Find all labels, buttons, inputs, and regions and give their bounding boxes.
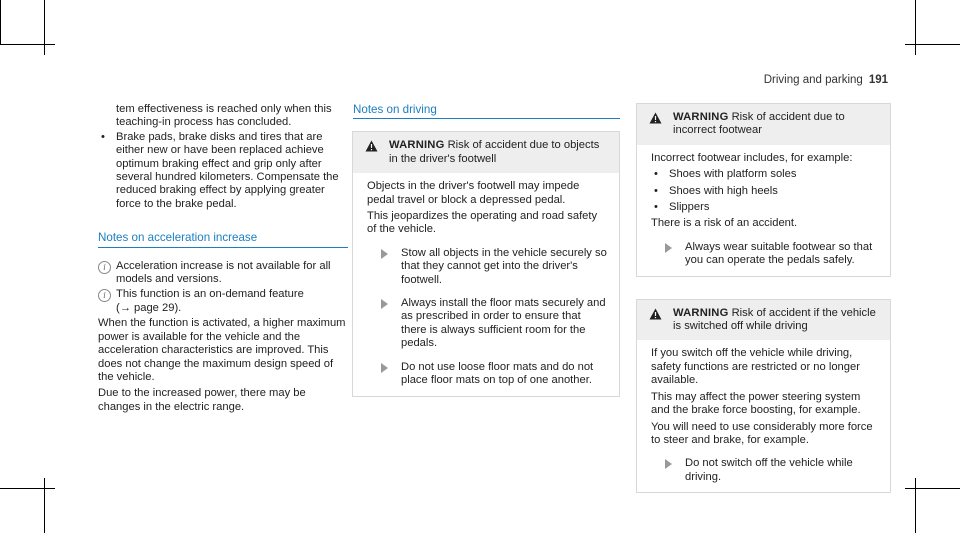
step-item [651,457,880,484]
crop-mark [44,478,45,533]
warning-label: WARNING [389,139,445,152]
info-icon: i [98,289,111,302]
warning-text: If you switch off the vehicle while driving, safety functions are restricted or no longer available. [651,347,860,387]
page-number: 191 [868,74,888,86]
section-title-acceleration: Notes on acceleration increase [98,231,348,247]
crop-mark [44,0,45,55]
warning-body [637,340,890,492]
step-arrow-icon [381,299,388,309]
step-arrow-icon [665,459,672,469]
warning-label: WARNING [673,306,729,319]
warning-triangle-icon [365,140,378,156]
bullet-item: • Slippers [651,201,880,214]
warning-box [636,103,891,277]
info-note-text: This function is an on-demand feature [116,288,304,301]
column-left [98,103,348,414]
warning-label: WARNING [673,111,729,123]
warning-body [637,145,890,276]
warning-box [636,299,891,493]
page-reference-link[interactable]: (→ page 29). [116,301,182,314]
warning-triangle-icon [649,308,662,324]
info-note [98,288,348,315]
warning-body [353,173,619,395]
warning-text: Incorrect footwear includes, for example: [651,151,853,164]
crop-mark [905,488,960,489]
crop-mark [0,0,1,45]
step-arrow-icon [381,249,388,259]
section-title-driving: Notes on driving [353,103,620,119]
column-right [636,103,891,493]
bullet-item: • Shoes with high heels [651,185,880,198]
warning-header [353,132,619,173]
bullet-item: • Shoes with platform soles [651,168,880,181]
warning-header [637,104,890,145]
warning-title: Risk of accident if the vehicle is switched off while driving [673,306,876,333]
warning-title: Risk of accident due to objects in the driver's footwell [389,139,600,165]
warning-text: Objects in the driver's footwell may impede pedal travel or block a depressed pedal. [367,180,580,206]
info-note [98,260,348,287]
step-text: Always wear suitable footwear so that you can operate the pedals safely. [685,240,873,267]
warning-text: This jeopardizes the operating and road safety of the vehicle. [367,210,598,236]
info-icon: i [98,261,111,274]
warning-box [352,131,620,396]
step-text: Always install the floor mats securely and as prescribed in order to ensure that there is always sufficient room for the pedals. [401,297,606,350]
warning-header [637,300,890,341]
crop-mark [905,44,960,45]
step-item [367,247,609,287]
crop-mark [0,44,55,45]
continued-text: tem effectiveness is reached only when this teaching-in process has concluded. [116,103,332,129]
running-head [764,74,888,87]
bullet-item: • Brake pads, brake disks and tires that are either new or have been replaced achieve optimum braking effect and grip only after several hundred kilometers. Compensate the reduced braking effect by applying greater force to the brake pedal. [98,131,348,211]
step-arrow-icon [665,243,672,253]
warning-title: Risk of accident due to incorrect footwear [673,111,845,137]
step-text: Stow all objects in the vehicle securely so that they cannot get into the driver's footwell. [401,246,607,286]
crop-mark [915,0,916,55]
warning-text: You will need to use considerably more force to steer and brake, for example. [651,420,873,446]
running-head-title: Driving and parking [763,74,863,86]
warning-text: There is a risk of an accident. [651,217,798,230]
info-note-text: Acceleration increase is not available for all models and versions. [116,259,331,286]
step-item [651,241,880,268]
column-middle [352,103,620,397]
step-text: Do not switch off the vehicle while driving. [685,457,853,483]
step-text: Do not use loose floor mats and do not place floor mats on top of one another. [401,360,594,387]
step-item [367,297,609,351]
crop-mark [0,488,55,489]
warning-text: This may affect the power steering system and the brake force boosting, for example. [651,390,861,417]
step-item [367,361,609,388]
crop-mark [915,478,916,533]
paragraph: Due to the increased power, there may be changes in the electric range. [98,387,306,413]
warning-triangle-icon [649,112,662,128]
step-arrow-icon [381,363,388,373]
paragraph: When the function is activated, a higher maximum power is available for the vehicle and the acceleration characteristics are improved. This does not change the maximum design speed of the vehicle. [98,317,346,383]
